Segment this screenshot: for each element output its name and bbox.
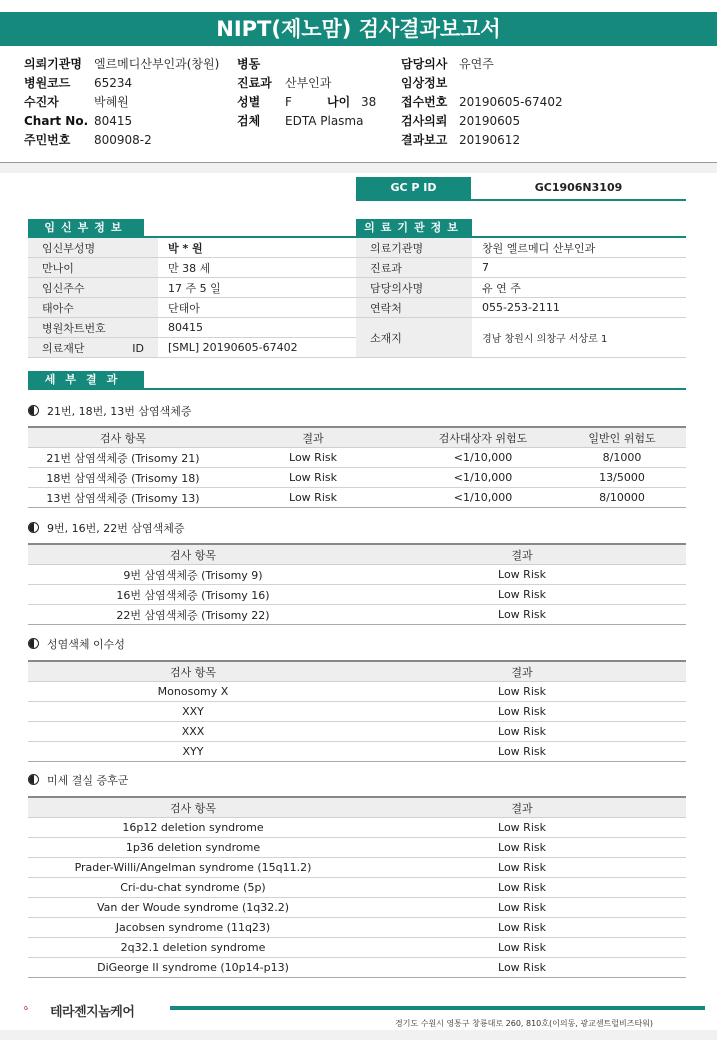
header-label: 병동 [237,57,261,71]
cell-result: Low Risk [358,565,686,585]
table-header [28,661,686,682]
cell-item: 16p12 deletion syndrome [28,818,358,838]
col-header: 검사 항목 [28,661,358,682]
section-heading-text: 9번, 16번, 22번 삼염색체증 [47,522,185,535]
table-row [28,682,686,702]
header-label: 나이 [327,95,351,109]
report-title: NIPT(제노맘) 검사결과보고서 [0,12,717,46]
section-heading-text: 미세 결실 증후군 [47,774,129,787]
table-row [28,958,686,978]
half-circle-icon [28,405,39,416]
header-hospital-code [24,74,219,93]
info-label: 태아수 [28,298,158,318]
table-header [28,797,686,818]
info-label: 연락처 [356,298,472,318]
microdeletion-table [28,796,686,978]
col-header: 결과 [358,797,686,818]
table-row [28,488,686,508]
cell-result: Low Risk [358,818,686,838]
info-value: 경남 창원시 의창구 서상로 1 [472,318,686,358]
cell-item: Prader-Willi/Angelman syndrome (15q11.2) [28,858,358,878]
half-circle-icon [28,522,39,533]
header-value: 800908-2 [94,133,152,147]
info-value: 창원 엘르메디 산부인과 [472,238,686,258]
sex-chromosome-table [28,660,686,762]
cell-item: 13번 삼염색체증 (Trisomy 13) [28,488,218,508]
cell-item: Van der Woude syndrome (1q32.2) [28,898,358,918]
info-value: 단태아 [158,298,356,318]
header-label: 병원코드 [24,76,71,90]
cell-result: Low Risk [358,722,686,742]
header-value: 80415 [94,114,133,128]
header-specimen [237,112,376,131]
info-value: 만 38 세 [158,258,356,278]
info-label: 만나이 [28,258,158,278]
table-row [28,722,686,742]
table-row [28,818,686,838]
header-institution [24,55,219,74]
header-label: 결과보고 [401,133,448,147]
header-report-date [401,131,563,150]
footer-band [0,1030,717,1040]
header-label: 진료과 [237,76,272,90]
table-row [28,448,686,468]
cell-result: Low Risk [358,958,686,978]
header-value: 엘르메디산부인과(창원) [94,57,220,71]
company-logo-icon [24,996,50,1020]
header-value: 65234 [94,76,133,90]
header-value: 20190605 [459,114,521,128]
cell-result: Low Risk [358,938,686,958]
cell-item: 1p36 deletion syndrome [28,838,358,858]
info-value: 055-253-2111 [472,298,686,318]
cell-item: 18번 삼염색체증 (Trisomy 18) [28,468,218,488]
section-trisomy-9-16-22-heading [28,520,184,536]
company-name: 테라젠지놈케어 [50,1005,135,1020]
cell-general-risk: 8/1000 [558,448,686,468]
header-label: 수진자 [24,95,59,109]
info-label: 의료재단 ID [28,338,158,358]
cell-item: XXX [28,722,358,742]
col-header: 검사 항목 [28,427,218,448]
trisomy-21-18-13-table [28,426,686,508]
header-label: 주민번호 [24,133,71,147]
cell-item: DiGeorge II syndrome (10p14-p13) [28,958,358,978]
col-header: 검사 항목 [28,797,358,818]
table-header [28,427,686,448]
table-row [28,742,686,762]
header-dept [237,74,376,93]
gcpid-box [356,177,686,201]
company-address: 경기도 수원시 영통구 창룡대로 260, 810호(이의동, 광교센트럴비즈타워) [395,1019,654,1028]
footer-rule [170,1006,705,1010]
info-value: [SML] 20190605-67402 [158,338,356,358]
header-col2 [237,55,376,131]
col-header: 결과 [358,661,686,682]
table-row [28,878,686,898]
section-heading-text: 21번, 18번, 13번 삼염색체증 [47,405,192,418]
cell-general-risk: 8/10000 [558,488,686,508]
col-header: 검사대상자 위험도 [408,427,558,448]
cell-result: Low Risk [218,448,408,468]
header-resident-no [24,131,219,150]
header-patient [24,93,219,112]
info-row [356,258,686,278]
cell-result: Low Risk [358,742,686,762]
cell-subject-risk: <1/10,000 [408,488,558,508]
header-label: 성별 [237,95,261,109]
table-row [28,605,686,625]
header-label: 임상정보 [401,76,448,90]
cell-subject-risk: <1/10,000 [408,468,558,488]
header-clinical [401,74,563,93]
table-row [28,565,686,585]
cell-item: 9번 삼염색체증 (Trisomy 9) [28,565,358,585]
info-label: 병원차트번호 [28,318,158,338]
cell-item: 2q32.1 deletion syndrome [28,938,358,958]
table-row [28,858,686,878]
cell-result: Low Risk [358,682,686,702]
cell-general-risk: 13/5000 [558,468,686,488]
cell-item: XXY [28,702,358,722]
half-circle-icon [28,774,39,785]
cell-item: 16번 삼염색체증 (Trisomy 16) [28,585,358,605]
info-value: 유 연 주 [472,278,686,298]
info-label: 진료과 [356,258,472,278]
cell-result: Low Risk [218,468,408,488]
info-row [28,258,356,278]
info-value: 80415 [158,318,356,338]
table-header [28,544,686,565]
info-label: 임신부성명 [28,238,158,258]
cell-item: Cri-du-chat syndrome (5p) [28,878,358,898]
col-header: 검사 항목 [28,544,358,565]
info-row [28,278,356,298]
cell-result: Low Risk [358,858,686,878]
section-trisomy-21-18-13-heading [28,403,191,419]
col-header: 결과 [218,427,408,448]
info-row [356,318,686,358]
cell-result: Low Risk [358,605,686,625]
header-col1 [24,55,219,150]
gcpid-label: GC P ID [356,177,471,199]
info-row [356,298,686,318]
cell-subject-risk: <1/10,000 [408,448,558,468]
table-row [28,938,686,958]
info-label: 소재지 [356,318,472,358]
header-value: EDTA Plasma [285,114,364,128]
cell-item: XYY [28,742,358,762]
detail-results-tab: 세부결과 [28,371,144,389]
header-chart-no [24,112,219,131]
header-ward [237,55,376,74]
header-value: 박혜원 [94,95,129,109]
header-request-date [401,112,563,131]
header-label: 검체 [237,114,261,128]
header-value: 20190612 [459,133,521,147]
info-row [28,298,356,318]
header-col3 [401,55,563,150]
table-row [28,702,686,722]
cell-result: Low Risk [358,918,686,938]
header-sex-age [237,93,376,112]
table-row [28,898,686,918]
header-label: 검사의뢰 [401,114,448,128]
cell-item: Jacobsen syndrome (11q23) [28,918,358,938]
cell-result: Low Risk [358,702,686,722]
info-label: 담당의사명 [356,278,472,298]
header-label: 의뢰기관명 [24,57,82,71]
table-row [28,838,686,858]
cell-item: Monosomy X [28,682,358,702]
info-row [28,238,356,258]
gcpid-value: GC1906N3109 [534,181,623,194]
pregnant-info-table [28,238,356,358]
section-sex-chromosome-heading [28,636,125,652]
col-header: 일반인 위험도 [558,427,686,448]
cell-result: Low Risk [358,585,686,605]
table-row [28,918,686,938]
info-label: 임신주수 [28,278,158,298]
header-label: Chart No. [24,114,89,128]
info-row [28,318,356,338]
header-doctor [401,55,563,74]
pregnant-info-tab: 임신부정보 [28,219,144,237]
header-receipt-no [401,93,563,112]
col-header: 결과 [358,544,686,565]
info-row [356,238,686,258]
cell-item: 21번 삼염색체증 (Trisomy 21) [28,448,218,468]
header-value: F [285,95,292,109]
institution-info-tab: 의료기관정보 [356,219,472,237]
section-heading-text: 성염색체 이수성 [47,638,125,651]
cell-result: Low Risk [358,898,686,918]
cell-result: Low Risk [358,878,686,898]
header-band [0,163,717,173]
table-row [28,468,686,488]
info-label: 의료기관명 [356,238,472,258]
header-value: 산부인과 [285,76,332,90]
header-label: 접수번호 [401,95,448,109]
info-row [28,338,356,358]
header-value: 20190605-67402 [459,95,563,109]
header-label: 담당의사 [401,57,448,71]
detail-results-rule [28,388,686,390]
half-circle-icon [28,638,39,649]
info-value: 박 * 원 [158,238,356,258]
info-row [356,278,686,298]
trisomy-9-16-22-table [28,543,686,625]
header-value: 38 [361,95,377,109]
cell-item: 22번 삼염색체증 (Trisomy 22) [28,605,358,625]
header-value: 유연주 [459,57,494,71]
table-row [28,585,686,605]
info-value: 7 [472,258,686,278]
cell-result: Low Risk [358,838,686,858]
info-value: 17 주 5 일 [158,278,356,298]
cell-result: Low Risk [218,488,408,508]
institution-info-table [356,238,686,358]
section-microdeletion-heading [28,772,128,788]
